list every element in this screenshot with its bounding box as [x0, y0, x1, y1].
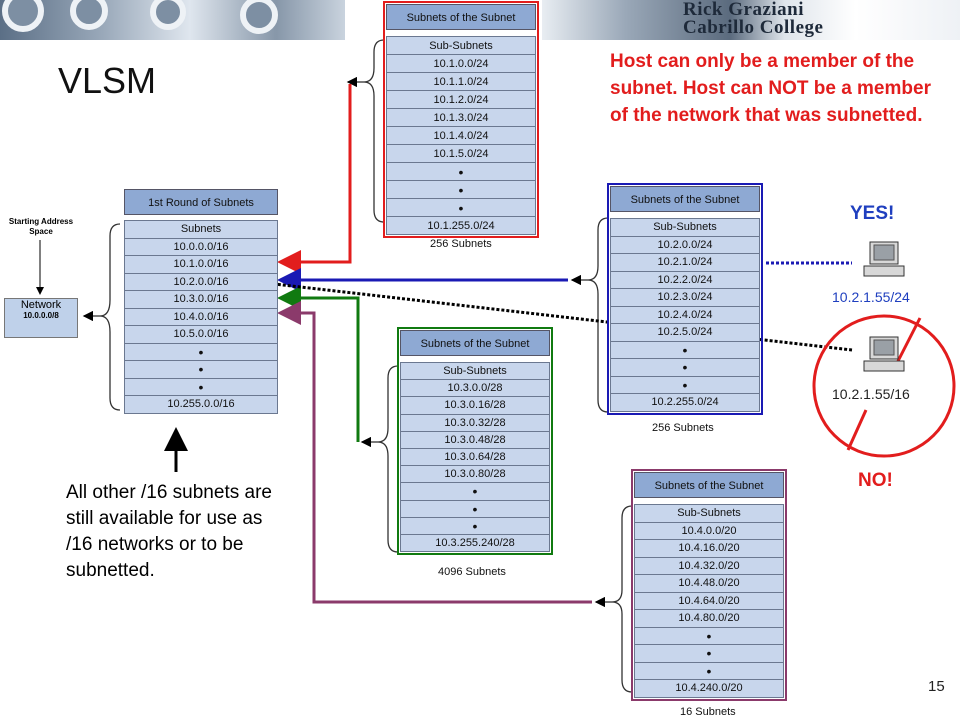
- table-row: 10.2.255.0/24: [610, 393, 760, 412]
- table-row: •: [124, 343, 278, 362]
- table-row: 10.1.5.0/24: [386, 144, 536, 163]
- tbl-10-1-caption: 256 Subnets: [430, 238, 492, 250]
- table-header: 1st Round of Subnets: [124, 189, 278, 215]
- table-column-header: Subnets: [124, 220, 278, 239]
- table-column-header: Sub-Subnets: [386, 36, 536, 55]
- table-row: 10.2.4.0/24: [610, 306, 760, 325]
- tbl-10-2-brace: [588, 218, 608, 412]
- page-number: 15: [928, 678, 945, 695]
- table-row: 10.2.5.0/24: [610, 323, 760, 342]
- table-header: Subnets of the Subnet: [386, 4, 536, 30]
- page-title: VLSM: [58, 60, 157, 101]
- table-row: 10.4.0.0/16: [124, 308, 278, 327]
- table-row: 10.4.240.0/20: [634, 679, 784, 698]
- tbl-10-4-brace: [612, 506, 632, 692]
- tbl-10-3-caption: 4096 Subnets: [438, 566, 506, 578]
- table-row: 10.2.1.0/24: [610, 253, 760, 272]
- table-row: 10.3.0.80/28: [400, 465, 550, 483]
- table-row: 10.3.0.48/28: [400, 431, 550, 449]
- table-row: 10.3.255.240/28: [400, 534, 550, 552]
- green-link-10-3: [280, 298, 358, 442]
- host-membership-note: Host can only be a member of the subnet. Host can NOT be a member of the network that was subnetted.: [610, 51, 931, 126]
- starting-address-label: Starting Address Space: [8, 217, 74, 236]
- table-row: 10.2.2.0/24: [610, 271, 760, 290]
- table-row: •: [610, 341, 760, 360]
- tbl-10-4-caption: 16 Subnets: [680, 706, 736, 718]
- table-row: •: [634, 627, 784, 646]
- table-row: 10.3.0.32/28: [400, 414, 550, 432]
- tbl-10-3-brace: [378, 366, 398, 552]
- host-no-ip: 10.2.1.55/16: [832, 386, 910, 402]
- author-name: Rick Graziani: [683, 0, 805, 20]
- table-row: 10.3.0.16/28: [400, 396, 550, 414]
- table-row: •: [124, 360, 278, 379]
- table-row: 10.4.32.0/20: [634, 557, 784, 576]
- table-row: •: [610, 376, 760, 395]
- table-row: 10.2.0.0/24: [610, 236, 760, 255]
- table-row: 10.1.3.0/24: [386, 108, 536, 127]
- table-row: 10.3.0.64/28: [400, 448, 550, 466]
- table-header: Subnets of the Subnet: [400, 330, 550, 356]
- table-row: 10.2.3.0/24: [610, 288, 760, 307]
- table-header: Subnets of the Subnet: [610, 186, 760, 212]
- tbl-10-2-caption: 256 Subnets: [652, 422, 714, 434]
- table-row: 10.0.0.0/16: [124, 238, 278, 257]
- table-row: •: [634, 662, 784, 681]
- table-row: •: [610, 358, 760, 377]
- table-row: 10.4.48.0/20: [634, 574, 784, 593]
- table-row: 10.1.255.0/24: [386, 216, 536, 235]
- table-row: 10.4.16.0/20: [634, 539, 784, 558]
- table-row: 10.5.0.0/16: [124, 325, 278, 344]
- tbl-10-1-brace: [364, 40, 384, 222]
- table-row: 10.1.4.0/24: [386, 126, 536, 145]
- table-row: 10.1.0.0/16: [124, 255, 278, 274]
- table-frame: [607, 183, 763, 415]
- yes-label: YES!: [850, 203, 895, 224]
- table-row: 10.3.0.0/28: [400, 379, 550, 397]
- network-label: Network: [20, 299, 62, 311]
- table-row: •: [634, 644, 784, 663]
- table-row: •: [386, 180, 536, 199]
- table-row: 10.1.0.0/24: [386, 54, 536, 73]
- table-row: 10.1.2.0/24: [386, 90, 536, 109]
- table-row: 10.2.0.0/16: [124, 273, 278, 292]
- table-row: •: [386, 162, 536, 181]
- table-row: •: [386, 198, 536, 217]
- table-frame: [383, 1, 539, 238]
- table-row: •: [124, 378, 278, 397]
- table-frame: [397, 327, 553, 555]
- host-yes-ip: 10.2.1.55/24: [832, 289, 910, 305]
- round1-brace: [100, 224, 120, 410]
- computer-icon: [862, 240, 908, 280]
- table-row: •: [400, 500, 550, 518]
- no-label: NO!: [858, 470, 893, 491]
- computer-icon: [862, 335, 908, 375]
- table-row: 10.4.64.0/20: [634, 592, 784, 611]
- network-value: 10.0.0.0/8: [23, 311, 59, 320]
- table-frame: [631, 469, 787, 701]
- table-row: 10.4.80.0/20: [634, 609, 784, 628]
- table-row: 10.1.1.0/24: [386, 72, 536, 91]
- table-row: 10.255.0.0/16: [124, 395, 278, 414]
- table-row: •: [400, 482, 550, 500]
- table-row: 10.3.0.0/16: [124, 290, 278, 309]
- college-name: Cabrillo College: [683, 17, 824, 38]
- table-column-header: Sub-Subnets: [634, 504, 784, 523]
- table-column-header: Sub-Subnets: [610, 218, 760, 237]
- table-header: Subnets of the Subnet: [634, 472, 784, 498]
- table-row: •: [400, 517, 550, 535]
- bottom-note: All other /16 subnets are still available for use as /16 networks or to be subnetted.: [66, 482, 272, 581]
- red-link-10-1: [280, 84, 350, 262]
- table-column-header: Sub-Subnets: [400, 362, 550, 380]
- table-row: 10.4.0.0/20: [634, 522, 784, 541]
